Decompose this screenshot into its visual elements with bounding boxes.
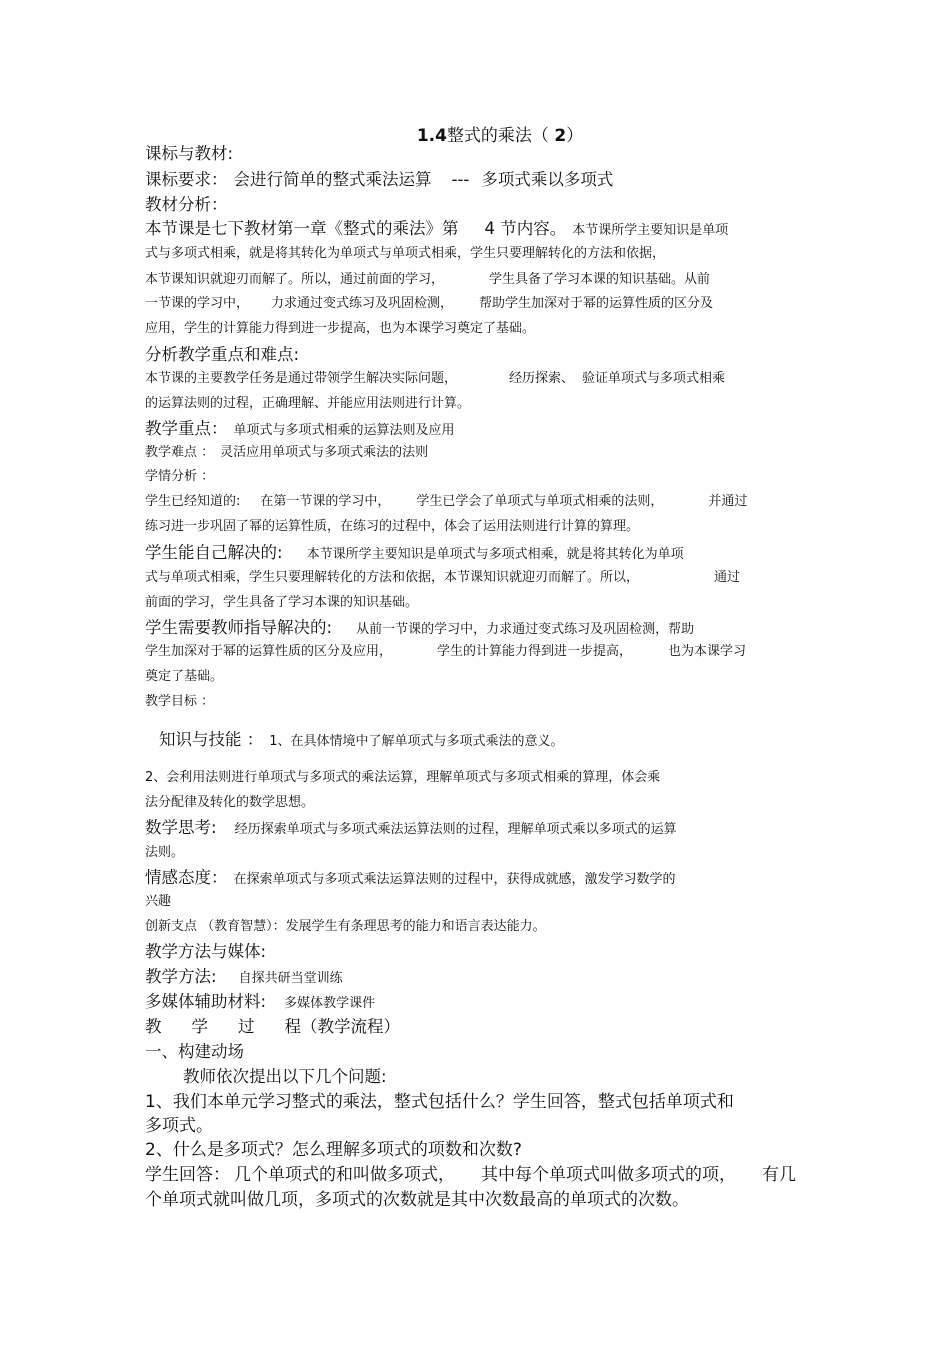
label: 教学难点 ： (145, 445, 215, 460)
paragraph-line (145, 172, 613, 189)
text: 从前一节课的学习中，力求通过变式练习及巩固检测，帮助 (356, 622, 695, 637)
paragraph-line (145, 221, 728, 238)
page-title (0, 121, 950, 146)
text: 经历探索、 (509, 371, 575, 386)
section-heading: 一、构建动场 (145, 1042, 244, 1061)
paragraph-line: 2、会利用法则进行单项式与多项式的乘法运算，理解单项式与多项式相乘的算理，体会乘 (145, 770, 661, 785)
label: 教学重点： (145, 419, 228, 438)
paragraph-line: 2、什么是多项式？怎么理解多项式的项数和次数? (145, 1140, 522, 1160)
paragraph-line: 创新支点 （教育智慧）：发展学生有条理思考的能力和语言表达能力。 (145, 919, 546, 934)
paragraph-line (145, 372, 725, 385)
text: 多媒体教学课件 (284, 996, 376, 1011)
title-close: ） (566, 126, 584, 146)
paragraph-line: 奠定了基础。 (145, 669, 224, 684)
paragraph-line: 法分配律及转化的数学思想。 (145, 795, 315, 810)
text: 也为本课学习 (668, 644, 747, 659)
paragraph-line (145, 446, 428, 459)
text: 在探索单项式与多项式乘法运算法则的过程中，获得成就感，激发学习数学的 (233, 872, 676, 887)
paragraph-line (145, 820, 677, 837)
section-heading (145, 1019, 400, 1036)
paragraph-line (145, 994, 375, 1011)
text: 其中每个单项式叫做多项式的项， (481, 1165, 736, 1185)
label: 学生回答： (145, 1165, 230, 1185)
text: 通过 (714, 570, 741, 585)
paragraph-line (145, 870, 676, 887)
text: 经历探索单项式与多项式乘法运算法则的过程，理解单项式乘以多项式的运算 (234, 822, 677, 837)
paragraph-line: 教学目标 ： (145, 694, 215, 709)
paragraph-line (159, 732, 564, 749)
title-number: 1.4 (416, 126, 447, 146)
text: 学生的计算能力得到进一步提高， (437, 644, 633, 659)
label: 多媒体辅助材料: (145, 992, 267, 1011)
paragraph-line (145, 1167, 796, 1184)
section-heading: 教学方法与媒体: (145, 942, 267, 961)
section-heading: 分析教学重点和难点: (145, 345, 300, 364)
paragraph-line: 式与多项式相乘，就是将其转化为单项式与单项式相乘，学生只要理解转化的方法和依据， (145, 246, 666, 261)
paragraph-line (145, 495, 747, 508)
paragraph-line (145, 969, 343, 986)
label: 情感态度： (145, 868, 228, 887)
text: 力求通过变式练习及巩固检测， (271, 296, 454, 311)
label: 学生已经知道的: (145, 494, 241, 509)
paragraph-line (145, 645, 746, 658)
heading-char: 程（教学流程） (284, 1017, 400, 1036)
text: 多项式乘以多项式 (481, 170, 614, 189)
text: 帮助学生加深对于幂的运算性质的区分及 (479, 296, 714, 311)
section-heading: 课标与教材: (145, 144, 234, 163)
text: 会进行简单的整式乘法运算 (233, 170, 432, 189)
label: 教学方法: (145, 967, 217, 986)
text: 自探共研当堂训练 (238, 971, 343, 986)
text: 并通过 (708, 494, 748, 509)
title-paren-number: 2 (554, 126, 567, 146)
text: 本节课所学主要知识是单项式与多项式相乘，就是将其转化为单项 (306, 547, 684, 562)
heading-char: 教 (145, 1017, 162, 1036)
text: 1、在具体情境中了解单项式与多项式乘法的意义。 (269, 734, 564, 749)
text: 学生已学会了单项式与单项式相乘的法则， (416, 494, 664, 509)
text: 有几 (762, 1165, 796, 1185)
text: 验证单项式与多项式相乘 (582, 371, 726, 386)
text: 几个单项式的和叫做多项式， (234, 1165, 455, 1185)
paragraph-line: 的运算法则的过程，正确理解、并能应用法则进行计算。 (145, 396, 471, 411)
paragraph-line (145, 421, 455, 438)
paragraph-line (145, 571, 740, 584)
text: 本节课是七下教材第一章《整式的乘法》第 (145, 219, 459, 238)
text: 本节课知识就迎刃而解了。所以，通过前面的学习， (145, 272, 445, 287)
paragraph-line: 练习进一步巩固了幂的运算性质，在练习的过程中，体会了运用法则进行计算的算理。 (145, 519, 640, 534)
paragraph-line: 学情分析 ： (145, 469, 215, 484)
label: 数学思考: (145, 818, 217, 837)
text: --- (451, 170, 470, 189)
text: 学生加深对于幂的运算性质的区分及应用， (145, 644, 393, 659)
label: 知识与技能 ： (159, 730, 264, 749)
text: 学生具备了学习本课的知识基础。从前 (489, 272, 711, 287)
paragraph-line: 个单项式就叫做几项，多项式的次数就是其中次数最高的单项式的次数。 (145, 1190, 689, 1210)
text: 本节课所学主要知识是单项 (572, 223, 729, 238)
text: 4 节内容。 (484, 219, 567, 238)
label: 学生需要教师指导解决的: (145, 618, 333, 637)
paragraph-line: 法则。 (145, 845, 185, 860)
text: 式与单项式相乘，学生只要理解转化的方法和依据，本节课知识就迎刃而解了。所以， (145, 570, 640, 585)
paragraph-line (145, 545, 684, 562)
paragraph-line: 1、我们本单元学习整式的乘法，整式包括什么？学生回答，整式包括单项式和 (145, 1092, 734, 1112)
paragraph-line: 多项式。 (145, 1116, 213, 1136)
paragraph-line: 应用，学生的计算能力得到进一步提高，也为本课学习奠定了基础。 (145, 321, 536, 336)
paragraph-line: 兴趣 (145, 894, 172, 909)
heading-char: 过 (238, 1017, 255, 1036)
text: 在第一节课的学习中， (260, 494, 391, 509)
title-text: 整式的乘法（ (446, 126, 549, 146)
paragraph-line (145, 620, 694, 637)
label: 学生能自己解决的: (145, 543, 283, 562)
heading-char: 学 (191, 1017, 208, 1036)
text: 本节课的主要教学任务是通过带领学生解决实际问题， (145, 371, 458, 386)
label: 课标要求： (145, 170, 228, 189)
text: 一节课的学习中， (145, 296, 250, 311)
text: 灵活应用单项式与多项式乘法的法则 (220, 445, 429, 460)
paragraph-line: 教师依次提出以下几个问题: (183, 1067, 387, 1086)
paragraph-line: 前面的学习，学生具备了学习本课的知识基础。 (145, 595, 419, 610)
text: 单项式与多项式相乘的运算法则及应用 (233, 423, 455, 438)
paragraph-line (145, 297, 713, 310)
paragraph-line (145, 273, 710, 286)
section-heading: 教材分析： (145, 195, 228, 214)
